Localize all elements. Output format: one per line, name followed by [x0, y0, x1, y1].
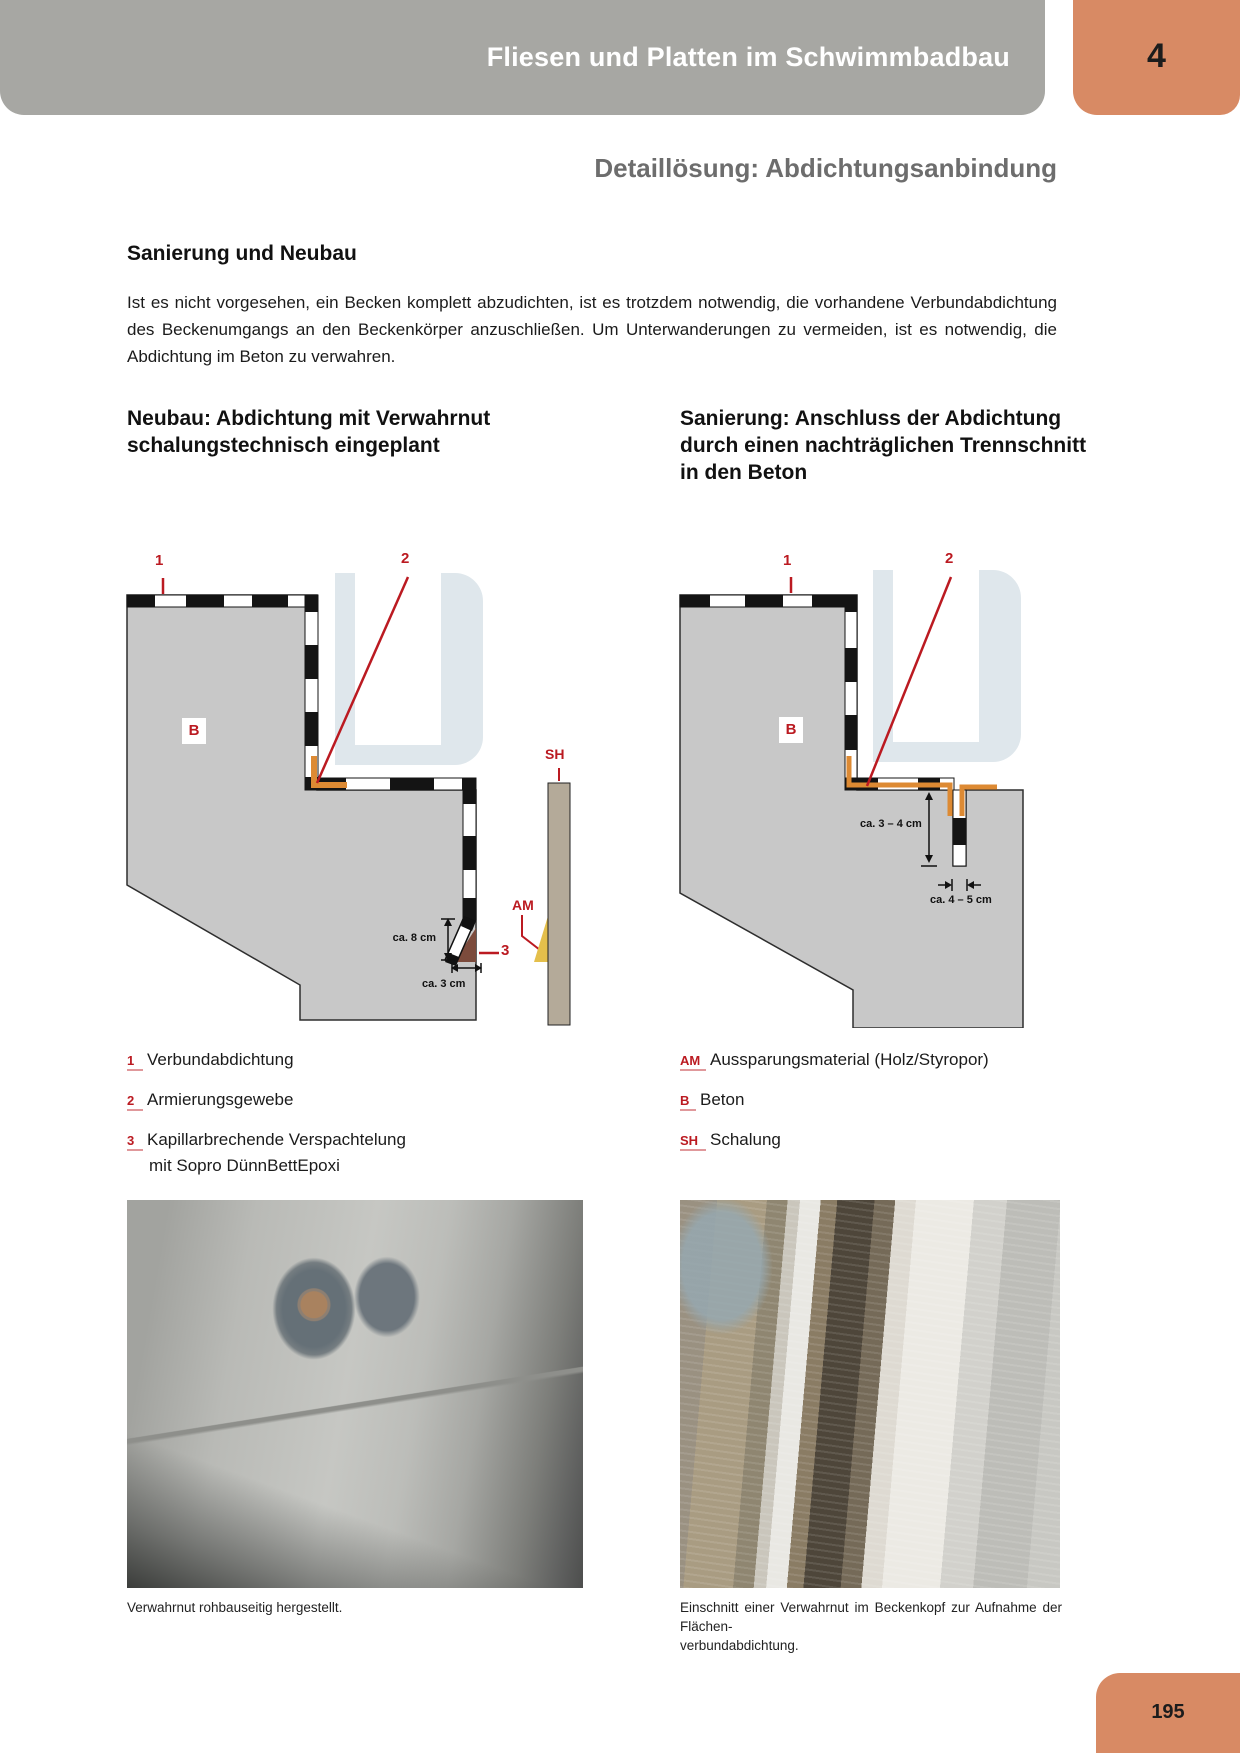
callout-2: 2 — [401, 550, 410, 567]
dim-depth-label: ca. 8 cm — [392, 932, 436, 944]
legend-item-1: 1 Verbundabdichtung — [127, 1050, 294, 1069]
callout-2: 2 — [945, 550, 954, 567]
chapter-number: 4 — [1147, 37, 1166, 75]
legend-key-1: 1 — [127, 1053, 143, 1071]
concrete-body — [127, 595, 476, 1020]
page-title: Fliesen und Platten im Schwimmbadbau — [486, 42, 1010, 72]
legend-key-3: 3 — [127, 1133, 143, 1151]
callout-sh: SH — [545, 746, 565, 762]
header-bar — [0, 0, 1045, 115]
legend-item-3: 3 Kapillarbrechende Verspachtelung — [127, 1130, 406, 1149]
diagram-neubau — [125, 550, 585, 1028]
legend-item-2: 2 Armierungsgewebe — [127, 1090, 294, 1109]
section-subtitle: Detaillösung: Abdichtungsanbindung — [594, 153, 1057, 183]
watermark-shape — [873, 570, 1021, 762]
diagram-sanierung — [600, 550, 1060, 1028]
diagram-neubau-drawing — [125, 550, 585, 1028]
legend-key-b: B — [680, 1093, 696, 1111]
intro-heading: Sanierung und Neubau — [127, 242, 357, 265]
legend-key-2: 2 — [127, 1093, 143, 1111]
page-number-tab — [1096, 1673, 1240, 1753]
legend-item-am: AM Aussparungsmaterial (Holz/Styropor) — [680, 1050, 989, 1069]
legend-item-sh: SH Schalung — [680, 1130, 781, 1149]
beton-label: B — [182, 718, 206, 744]
callout-1: 1 — [155, 552, 164, 569]
photo-right-caption: Einschnitt einer Verwahrnut im Beckenkopf zur Aufnahme der Flächen- verbundabdichtung. — [680, 1600, 1062, 1653]
dim-width-label: ca. 3 cm — [422, 978, 466, 990]
diagram-left-heading: Neubau: Abdichtung mit Verwahrnut schalungstechnisch eingeplant — [127, 407, 491, 457]
dim-depth-label: ca. 3 – 4 cm — [860, 818, 922, 830]
dim-width-label: ca. 4 – 5 cm — [930, 894, 992, 906]
diagram-sanierung-drawing — [600, 550, 1060, 1028]
photo-einschnitt-verwahrnut — [680, 1200, 1060, 1588]
callout-am-line — [522, 915, 540, 950]
legend-key-am: AM — [680, 1053, 706, 1071]
watermark-shape — [335, 573, 483, 765]
chapter-tab — [1073, 0, 1240, 115]
legend-item-b: B Beton — [680, 1090, 745, 1109]
formwork-board — [548, 783, 570, 1025]
callout-3: 3 — [501, 942, 510, 959]
diagram-right-heading: Sanierung: Anschluss der Abdichtung durch einen nachträglichen Trennschnitt in den Beton — [680, 407, 1087, 484]
callout-1: 1 — [783, 552, 792, 569]
legend-item-3-line2: mit Sopro DünnBettEpoxi — [149, 1156, 340, 1175]
callout-am: AM — [512, 897, 534, 913]
page-number: 195 — [1151, 1701, 1185, 1723]
intro-paragraph: Ist es nicht vorgesehen, ein Becken komplett abzudichten, ist es trotzdem notwendig, die vorhandene Verbundabdichtung des Beckenumgangs an den Beckenkörper anzuschließen. Um Unterwanderungen zu vermeiden, ist es notwendig, die Abdichtung im Beton zu verwahren. — [127, 293, 1057, 366]
photo-verwahrnut-rohbau — [127, 1200, 583, 1588]
beton-label: B — [779, 717, 803, 743]
photo-left-caption: Verwahrnut rohbauseitig hergestellt. — [127, 1600, 343, 1615]
legend-key-sh: SH — [680, 1133, 706, 1151]
